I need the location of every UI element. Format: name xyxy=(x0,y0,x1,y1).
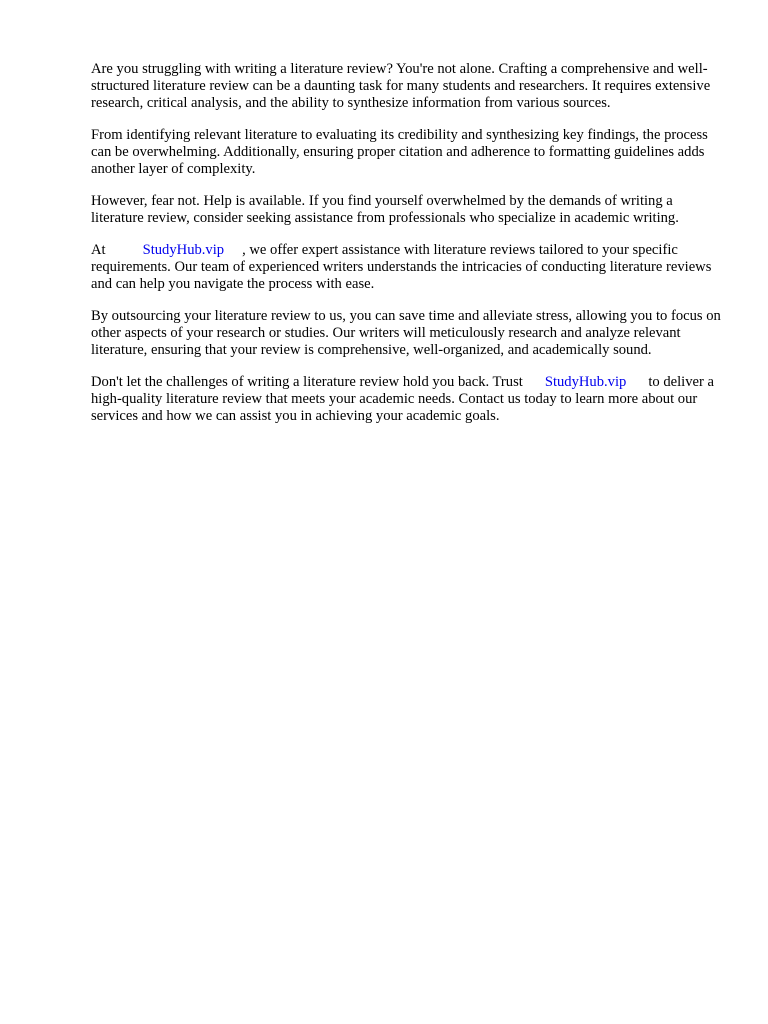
studyhub-link-closing[interactable]: StudyHub.vip xyxy=(544,374,627,390)
paragraph-closing-lead: Don't let the challenges of writing a literature review hold you back. Trust xyxy=(91,374,523,390)
studyhub-link[interactable]: StudyHub.vip xyxy=(142,242,225,258)
paragraph-offer-rest: , we offer expert assistance with literature reviews tailored to your specific requirements. Our team of experienced writers understands the intricacies of conducting literature reviews and can help you navigate the process with ease. xyxy=(91,242,712,292)
paragraph-intro: Are you struggling with writing a literature review? You're not alone. Crafting a comprehensive and well-structured literature review can be a daunting task for many students and researchers. It requires extensive research, critical analysis, and the ability to synthesize information from various sources. xyxy=(91,61,711,111)
paragraph-closing-rest: to deliver a high-quality literature review that meets your academic needs. Contact us today to learn more about our services and how we can assist you in achieving your academic goals. xyxy=(91,374,714,424)
paragraph-outsourcing: By outsourcing your literature review to us, you can save time and alleviate stress, allowing you to focus on other aspects of your research or studies. Our writers will meticulously research and analyze relevant literature, ensuring that your review is comprehensive, well-organized, and academically sound. xyxy=(91,308,721,358)
paragraph-help: However, fear not. Help is available. If you find yourself overwhelmed by the demands of writing a literature review, consider seeking assistance from professionals who specialize in academic writing. xyxy=(91,193,679,226)
paragraph-closing xyxy=(91,374,723,425)
paragraph-offer xyxy=(91,242,723,293)
paragraph-process: From identifying relevant literature to evaluating its credibility and synthesizing key findings, the process can be overwhelming. Additionally, ensuring proper citation and adherence to formatting guidelines adds another layer of complexity. xyxy=(91,127,708,177)
paragraph-offer-lead: At xyxy=(91,242,106,258)
document-body xyxy=(91,61,723,440)
